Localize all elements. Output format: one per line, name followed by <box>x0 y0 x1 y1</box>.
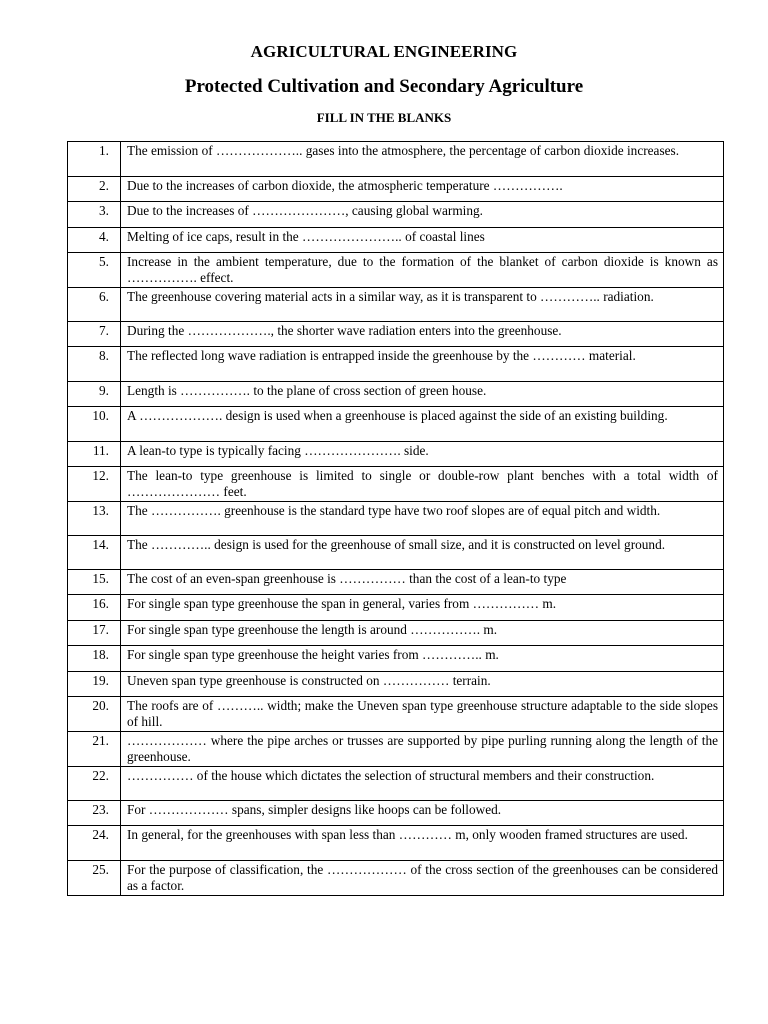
question-text: The cost of an even-span greenhouse is …………… than the cost of a lean-to type <box>121 570 724 595</box>
question-number: 14. <box>68 536 121 570</box>
document-subtitle: Protected Cultivation and Secondary Agriculture <box>184 76 584 97</box>
question-row <box>68 595 724 621</box>
question-row <box>68 570 724 595</box>
question-text: Melting of ice caps, result in the ………………….. of coastal lines <box>121 228 724 253</box>
question-number: 5. <box>68 253 121 288</box>
question-number: 6. <box>68 288 121 322</box>
question-row <box>68 767 724 801</box>
question-text: Due to the increases of carbon dioxide, the atmospheric temperature ……………. <box>121 177 724 202</box>
question-row <box>68 861 724 896</box>
question-number: 25. <box>68 861 121 896</box>
question-row <box>68 442 724 467</box>
question-text: The greenhouse covering material acts in a similar way, as it is transparent to ………….. radiation. <box>121 288 724 322</box>
question-row <box>68 142 724 177</box>
question-text: A lean-to type is typically facing …………………. side. <box>121 442 724 467</box>
question-row <box>68 347 724 382</box>
question-text: ……………… where the pipe arches or trusses are supported by pipe purling running along the length of the greenhouse. <box>121 732 724 767</box>
section-heading: FILL IN THE BLANKS <box>316 110 452 125</box>
question-number: 20. <box>68 697 121 732</box>
question-number: 18. <box>68 646 121 672</box>
questions-table <box>67 141 724 896</box>
question-text: Uneven span type greenhouse is constructed on …………… terrain. <box>121 672 724 697</box>
question-text: The lean-to type greenhouse is limited to single or double-row plant benches with a total width of ………………… feet. <box>121 467 724 502</box>
question-text: For ……………… spans, simpler designs like hoops can be followed. <box>121 801 724 826</box>
question-row <box>68 253 724 288</box>
question-row <box>68 697 724 732</box>
question-text: For the purpose of classification, the ……………… of the cross section of the greenhouses can be considered as a factor. <box>121 861 724 896</box>
question-number: 8. <box>68 347 121 382</box>
question-row <box>68 407 724 442</box>
question-row <box>68 322 724 347</box>
question-row <box>68 467 724 502</box>
question-number: 17. <box>68 621 121 646</box>
question-row <box>68 732 724 767</box>
question-number: 15. <box>68 570 121 595</box>
question-text: A ………………. design is used when a greenhouse is placed against the side of an existing building. <box>121 407 724 442</box>
question-number: 22. <box>68 767 121 801</box>
question-text: Increase in the ambient temperature, due to the formation of the blanket of carbon dioxide is known as ……………. effect. <box>121 253 724 288</box>
question-text: The ……………. greenhouse is the standard type have two roof slopes are of equal pitch and width. <box>121 502 724 536</box>
question-row <box>68 536 724 570</box>
question-number: 21. <box>68 732 121 767</box>
questions-table-body <box>68 142 724 896</box>
question-text: In general, for the greenhouses with span less than ………… m, only wooden framed structures are used. <box>121 826 724 861</box>
question-row <box>68 228 724 253</box>
question-row <box>68 826 724 861</box>
question-row <box>68 801 724 826</box>
question-text: The reflected long wave radiation is entrapped inside the greenhouse by the ………… material. <box>121 347 724 382</box>
question-text: The roofs are of ……….. width; make the Uneven span type greenhouse structure adaptable to the side slopes of hill. <box>121 697 724 732</box>
question-text: …………… of the house which dictates the selection of structural members and their construction. <box>121 767 724 801</box>
question-number: 1. <box>68 142 121 177</box>
question-number: 2. <box>68 177 121 202</box>
question-number: 7. <box>68 322 121 347</box>
question-text: Length is ……………. to the plane of cross section of green house. <box>121 382 724 407</box>
question-number: 23. <box>68 801 121 826</box>
question-number: 16. <box>68 595 121 621</box>
question-row <box>68 621 724 646</box>
question-row <box>68 382 724 407</box>
question-number: 24. <box>68 826 121 861</box>
question-text: The emission of ……………….. gases into the atmosphere, the percentage of carbon dioxide increases. <box>121 142 724 177</box>
question-text: For single span type greenhouse the length is around ……………. m. <box>121 621 724 646</box>
question-text: For single span type greenhouse the span in general, varies from …………… m. <box>121 595 724 621</box>
document-title: AGRICULTURAL ENGINEERING <box>250 42 518 61</box>
question-number: 12. <box>68 467 121 502</box>
question-row <box>68 502 724 536</box>
question-text: Due to the increases of …………………, causing global warming. <box>121 202 724 228</box>
question-text: For single span type greenhouse the height varies from ………….. m. <box>121 646 724 672</box>
question-text: The ………….. design is used for the greenhouse of small size, and it is constructed on level ground. <box>121 536 724 570</box>
question-number: 9. <box>68 382 121 407</box>
question-number: 13. <box>68 502 121 536</box>
question-row <box>68 202 724 228</box>
question-row <box>68 288 724 322</box>
question-number: 19. <box>68 672 121 697</box>
question-text: During the ………………., the shorter wave radiation enters into the greenhouse. <box>121 322 724 347</box>
question-number: 4. <box>68 228 121 253</box>
question-number: 10. <box>68 407 121 442</box>
question-row <box>68 646 724 672</box>
question-number: 3. <box>68 202 121 228</box>
question-row <box>68 672 724 697</box>
question-number: 11. <box>68 442 121 467</box>
question-row <box>68 177 724 202</box>
